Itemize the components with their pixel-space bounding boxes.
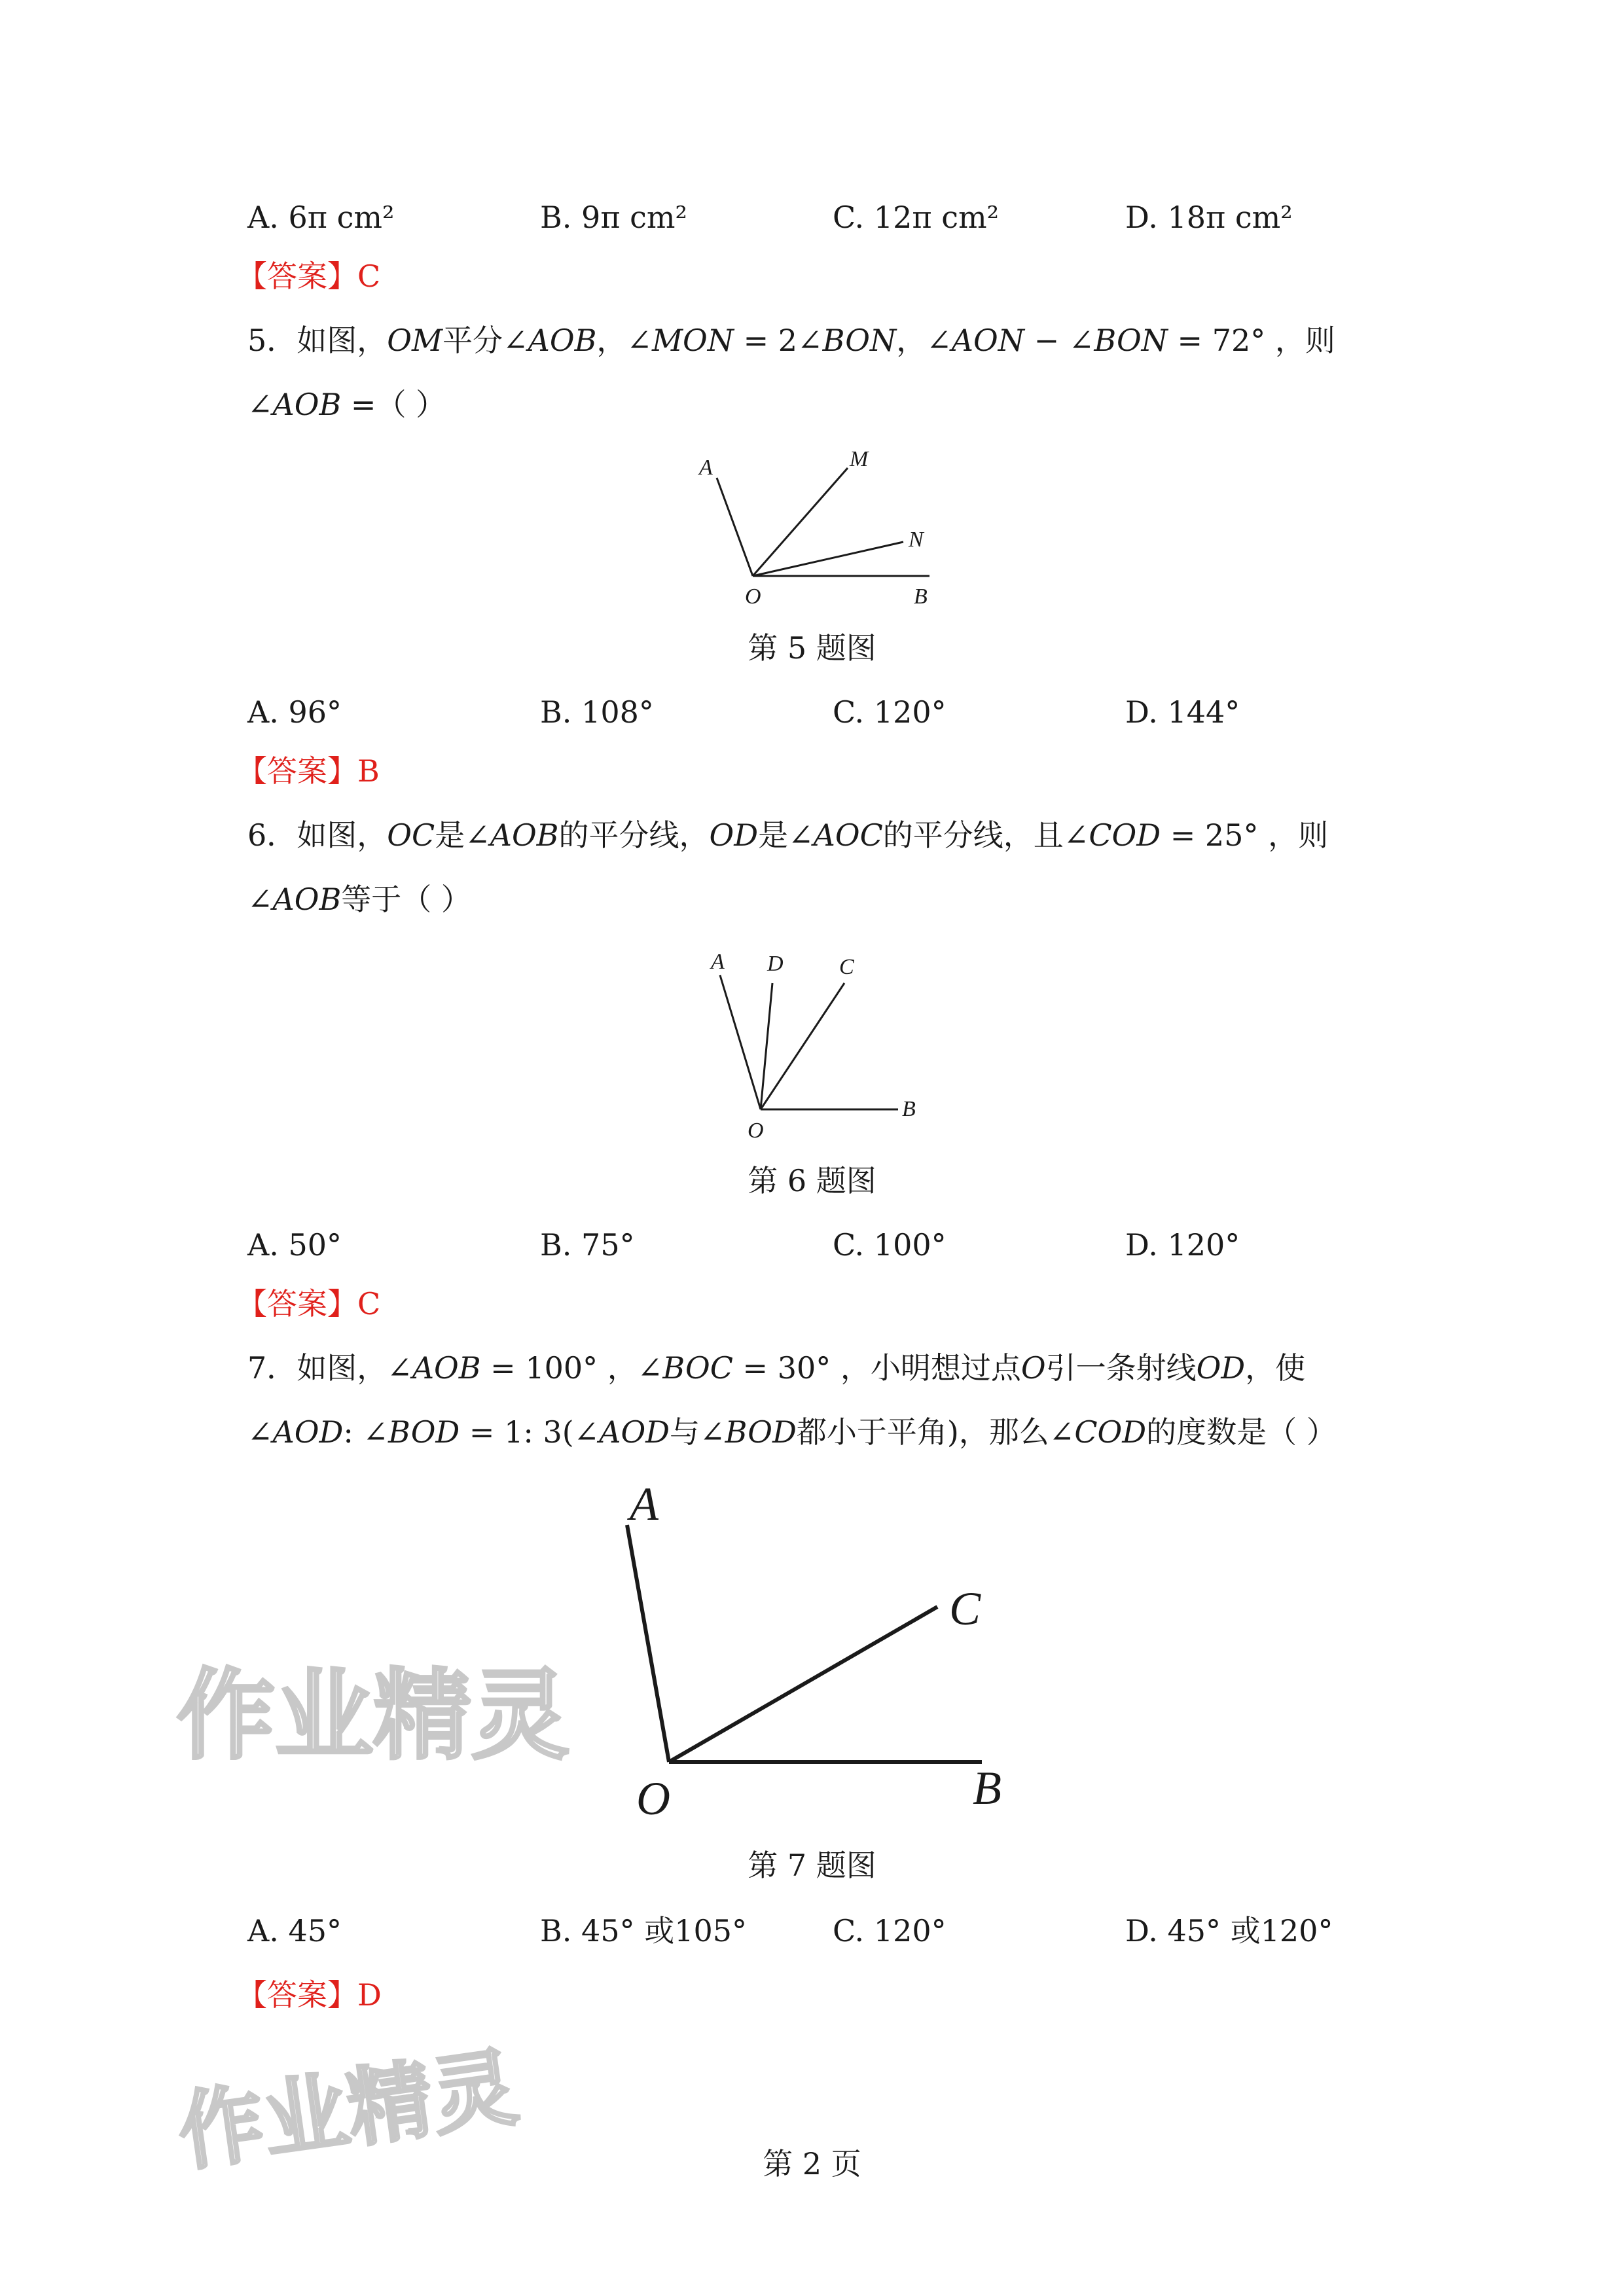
q6-figure: [687, 929, 949, 1145]
q5-option-a: A. 96°: [247, 694, 342, 730]
q6-question-line2: ∠AOB等于（ ）: [247, 882, 471, 917]
q6-answer: 【答案】C: [237, 1286, 381, 1321]
q7-ray-oc: [669, 1607, 937, 1762]
q5-answer: 【答案】B: [237, 753, 380, 789]
q6-label-a: A: [711, 950, 725, 974]
q6-option-b: B. 75°: [540, 1227, 635, 1263]
q7-question-line1: 7．如图，∠AOB = 100° ，∠BOC = 30° ，小明想过点O引一条射线OD，使: [247, 1350, 1306, 1386]
q5-option-c: C. 120°: [833, 694, 947, 730]
q6-ray-oa: [720, 975, 761, 1109]
q6-question-line1: 6．如图，OC是∠AOB的平分线，OD是∠AOC的平分线，且∠COD = 25° ，则: [247, 817, 1329, 853]
q6-label-d: D: [767, 952, 784, 976]
q5-ray-oa: [717, 478, 753, 576]
q5-label-a: A: [699, 456, 713, 480]
q7-caption: 第 7 题图: [748, 1848, 876, 1883]
q5-option-d: D. 144°: [1125, 694, 1240, 730]
q7-label-a: A: [630, 1478, 659, 1530]
q5-label-m: M: [850, 447, 869, 471]
q5-caption: 第 5 题图: [748, 630, 876, 666]
watermark-2: 作业精灵: [172, 2037, 524, 2183]
q5-question-line2: ∠AOB =（ ）: [247, 387, 446, 422]
q6-option-c: C. 100°: [833, 1227, 947, 1263]
q7-option-c: C. 120°: [833, 1913, 947, 1948]
q7-option-d: D. 45° 或120°: [1125, 1913, 1333, 1948]
q5-question-line1: 5．如图，OM平分∠AOB，∠MON = 2∠BON，∠AON − ∠BON = 72° ，则: [247, 323, 1335, 358]
q4-option-c: C. 12π cm²: [833, 200, 1000, 235]
q7-ray-oa: [627, 1525, 669, 1762]
q4-option-a: A. 6π cm²: [247, 200, 395, 235]
page-number: 第 2 页: [763, 2146, 861, 2181]
q6-label-b: B: [902, 1097, 916, 1121]
q4-answer: 【答案】C: [237, 259, 381, 294]
q7-label-o: O: [636, 1772, 670, 1825]
q5-option-b: B. 108°: [540, 694, 654, 730]
q7-option-a: A. 45°: [247, 1913, 342, 1948]
q5-figure: [687, 439, 949, 615]
q7-answer: 【答案】D: [237, 1977, 382, 2013]
q6-label-o: O: [748, 1119, 764, 1143]
q6-caption: 第 6 题图: [748, 1163, 876, 1198]
q6-ray-od: [761, 983, 772, 1109]
q5-label-n: N: [909, 528, 924, 552]
q5-ray-om: [753, 468, 848, 576]
q5-label-o: O: [745, 584, 761, 609]
q5-label-b: B: [914, 584, 928, 609]
watermark-1: 作业精灵: [177, 1659, 570, 1773]
q7-figure: [609, 1473, 1080, 1839]
q6-option-d: D. 120°: [1125, 1227, 1240, 1263]
q7-question-line2: ∠AOD: ∠BOD = 1: 3(∠AOD与∠BOD都小于平角)，那么∠COD的度数是（ ）: [247, 1414, 1337, 1450]
q4-option-b: B. 9π cm²: [540, 200, 687, 235]
q7-label-c: C: [949, 1583, 981, 1635]
q6-label-c: C: [839, 955, 854, 979]
q6-ray-oc: [761, 983, 844, 1109]
q7-option-b: B. 45° 或105°: [540, 1913, 748, 1948]
q6-option-a: A. 50°: [247, 1227, 342, 1263]
q5-ray-on: [753, 542, 903, 576]
q4-option-d: D. 18π cm²: [1125, 200, 1293, 235]
q7-label-b: B: [973, 1762, 1001, 1814]
